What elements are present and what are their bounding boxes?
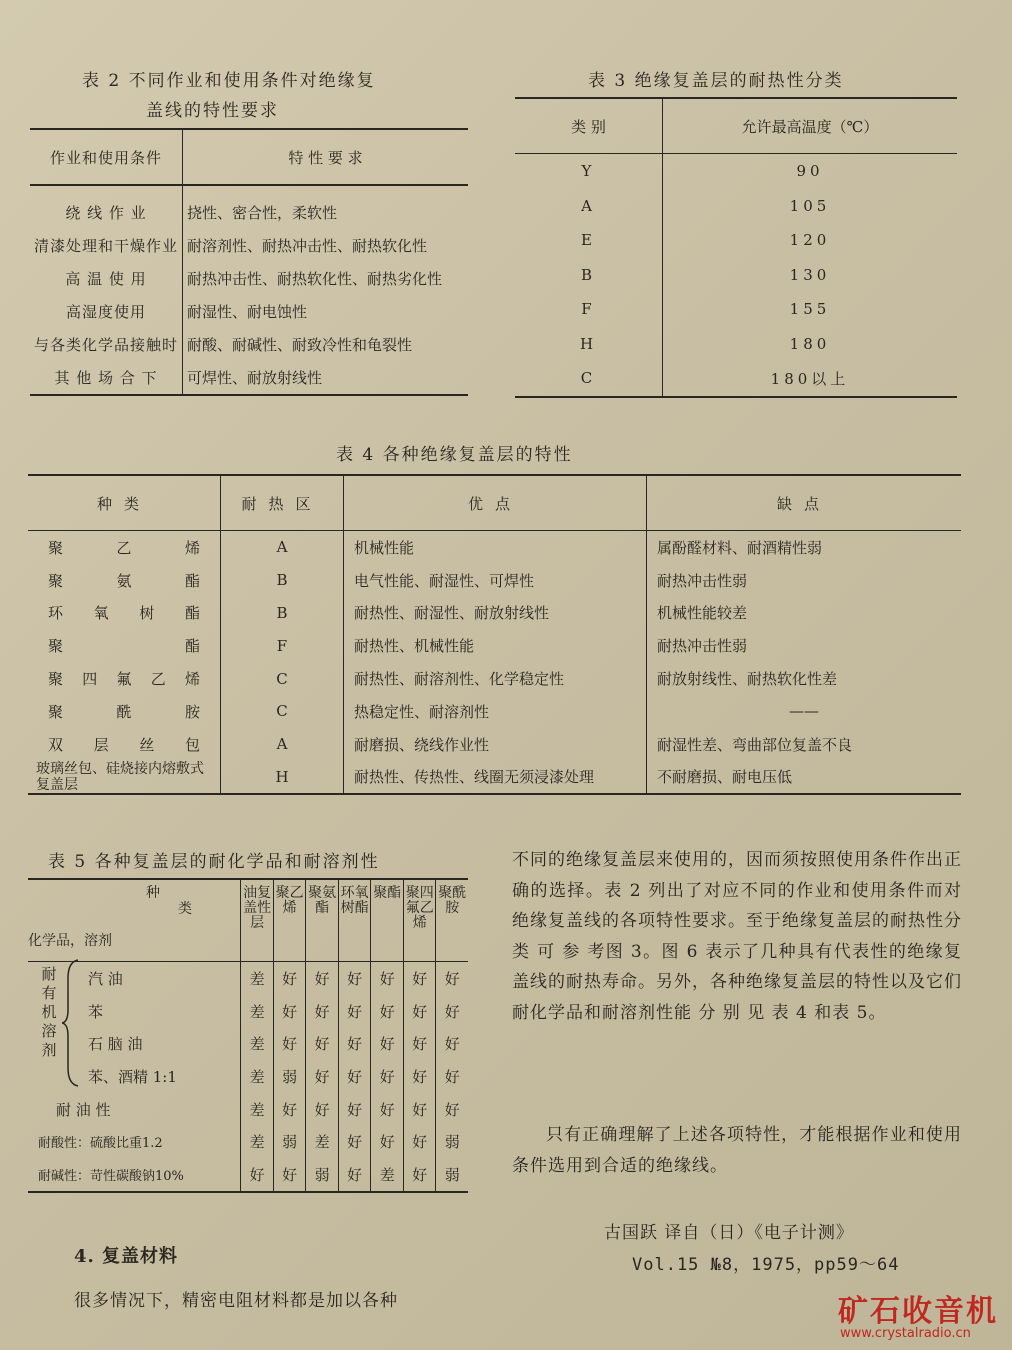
watermark-url: www.crystalradio.cn (840, 1326, 971, 1341)
table4-cons: 属酚醛材料、耐酒精性弱 (657, 538, 823, 557)
table5-cell: 好 (338, 1060, 371, 1093)
table-row (28, 662, 961, 695)
table4-zone: C (221, 662, 344, 695)
table-row (28, 1158, 468, 1192)
table5-cell: 差 (306, 1125, 339, 1158)
table-row (30, 229, 468, 262)
table5-cell: 差 (241, 962, 274, 995)
table4-pros: 耐热性、耐湿性、耐放射线性 (344, 597, 647, 630)
table-row (515, 223, 957, 258)
table5-cell: 好 (306, 995, 339, 1028)
table5-cell: 好 (306, 1093, 339, 1126)
table3-header-class: 类 别 (515, 98, 663, 154)
table5-row-label: 苯 (28, 995, 241, 1028)
table5-row-label: 苯、酒精 1:1 (28, 1060, 241, 1093)
table4-header-cons: 缺点 (647, 475, 962, 531)
table4-type: 聚酯 (28, 629, 221, 662)
table3-temp: 180 (789, 334, 831, 353)
table5-row-label: 耐碱性：苛性碳酸钠10% (28, 1158, 241, 1192)
table2-requirement: 耐湿性、耐电蚀性 (187, 303, 308, 321)
table-row (515, 327, 957, 362)
table5-row-label: 耐 油 性 (28, 1093, 241, 1126)
section-heading: 4. 复盖材料 (74, 1246, 179, 1267)
table4-pros: 热稳定性、耐溶剂性 (344, 695, 647, 728)
table5-cell: 好 (273, 1027, 306, 1060)
table-row (30, 361, 468, 395)
table5-col-header: 聚四氟乙烯 (403, 879, 436, 962)
table5-col-header: 油复盖性层 (241, 879, 274, 962)
table2-condition: 绕 线 作 业 (30, 185, 183, 229)
table4 (28, 474, 961, 795)
table4-cons: 耐放射线性、耐热软化性差 (657, 670, 838, 689)
table4-type: 双层丝包 (28, 728, 221, 761)
table5-cell: 好 (338, 1027, 371, 1060)
table4-pros: 耐热性、机械性能 (344, 629, 647, 662)
table5-corner-top: 种 (146, 885, 160, 901)
table4-type: 聚四氟乙烯 (28, 662, 221, 695)
table-row (30, 295, 468, 328)
table5 (28, 878, 468, 1193)
table5-group-label: 耐有机溶剂 (41, 965, 57, 1059)
table4-zone: F (221, 629, 344, 662)
table4-pros: 耐热性、耐溶剂性、化学稳定性 (344, 662, 647, 695)
table5-col-header: 聚酰胺 (436, 879, 468, 962)
table4-type: 聚乙烯 (28, 531, 221, 564)
table5-col-header: 聚酯 (371, 879, 404, 962)
table4-cons: 耐热冲击性弱 (657, 571, 748, 590)
table3-class: C (515, 361, 663, 397)
table5-corner (28, 879, 241, 962)
table2-requirement: 耐酸、耐碱性、耐致冷性和龟裂性 (187, 336, 413, 354)
table4-zone: B (221, 597, 344, 630)
table4-zone: H (221, 761, 344, 795)
table5-cell: 好 (403, 1125, 436, 1158)
table5-cell: 好 (273, 995, 306, 1028)
table3-class: B (515, 258, 663, 293)
table2-condition: 其 他 场 合 下 (30, 361, 183, 395)
table5-cell: 好 (444, 1002, 460, 1021)
table5-cell: 好 (241, 1158, 274, 1192)
table5-row-label: 汽 油 (28, 962, 241, 995)
table2-condition: 高湿度使用 (30, 295, 183, 328)
table5-cell: 好 (444, 1067, 460, 1086)
table4-pros: 耐热性、传热性、线圈无须浸漆处理 (344, 761, 647, 795)
table3-header-temp: 允许最高温度（℃） (663, 98, 958, 154)
table-row (28, 564, 961, 597)
table5-cell: 差 (241, 1060, 274, 1093)
table5-cell: 差 (241, 1125, 274, 1158)
table-row (515, 154, 957, 189)
table-row (28, 1060, 468, 1093)
table2-caption-line1: 表 2 不同作业和使用条件对绝缘复 (82, 71, 376, 91)
table4-pros: 耐磨损、绕线作业性 (344, 728, 647, 761)
table5-cell: 好 (403, 995, 436, 1028)
table4-zone: B (221, 564, 344, 597)
table3-class: F (515, 292, 663, 327)
table4-cons: 耐热冲击性弱 (657, 637, 748, 656)
table4-header-zone: 耐热区 (221, 475, 344, 531)
table5-col-header: 环氧树酯 (338, 879, 371, 962)
table5-row-label: 石 脑 油 (28, 1027, 241, 1060)
table5-cell: 好 (403, 1158, 436, 1192)
table5-cell: 弱 (273, 1060, 306, 1093)
table4-pros: 机械性能 (344, 531, 647, 564)
table-row (28, 1027, 468, 1060)
table5-caption: 表 5 各种复盖层的耐化学品和耐溶剂性 (48, 852, 380, 872)
table5-cell: 好 (338, 1093, 371, 1126)
table-row (28, 1125, 468, 1158)
table5-brace (62, 958, 82, 1088)
table-row (28, 1093, 468, 1126)
table2-condition: 高 温 使 用 (30, 262, 183, 295)
table4-zone: A (221, 531, 344, 564)
table5-header-row (28, 879, 468, 962)
table5-cell: 好 (371, 995, 404, 1028)
table4-header-type: 种类 (28, 475, 221, 531)
table5-cell: 好 (403, 1093, 436, 1126)
table5-corner-bottom: 化学品，溶剂 (28, 933, 112, 949)
table3-temp: 180以上 (663, 361, 958, 397)
table5-cell: 弱 (436, 1158, 468, 1192)
table5-cell: 差 (241, 1027, 274, 1060)
table3-class: A (515, 189, 663, 224)
table5-cell: 好 (371, 1060, 404, 1093)
table-row (30, 262, 468, 295)
table5-cell: 好 (306, 1060, 339, 1093)
table-row (30, 185, 468, 229)
table4-pros: 电气性能、耐湿性、可焊性 (344, 564, 647, 597)
table5-cell: 好 (273, 1158, 306, 1192)
table5-cell: 好 (338, 1158, 371, 1192)
table3-temp: 105 (789, 196, 831, 215)
table5-cell: 好 (371, 962, 404, 995)
table-row (28, 629, 961, 662)
table3 (515, 97, 957, 398)
table5-cell: 好 (371, 1027, 404, 1060)
table5-cell: 好 (444, 1035, 460, 1054)
table5-col-header: 聚乙烯 (273, 879, 306, 962)
table-row (28, 597, 961, 630)
table3-class: E (515, 223, 663, 258)
table2-condition: 清漆处理和干燥作业 (30, 229, 183, 262)
table4-zone: C (221, 695, 344, 728)
table2-header-requirements: 特 性 要 求 (183, 129, 468, 185)
body-paragraph-2: 只有正确理解了上述各项特性，才能根据作业和使用条件选用到合适的绝缘线。 (512, 1125, 962, 1176)
table5-cell: 弱 (444, 1133, 460, 1152)
table3-class: Y (515, 154, 663, 189)
table5-cell: 好 (338, 995, 371, 1028)
table5-cell: 好 (306, 962, 339, 995)
table5-cell: 弱 (306, 1158, 339, 1192)
table5-cell: 好 (371, 1125, 404, 1158)
table4-header-pros: 优点 (344, 475, 647, 531)
section-text: 很多情况下，精密电阻材料都是加以各种 (74, 1291, 398, 1311)
table-row (28, 531, 961, 564)
table5-cell: 差 (241, 995, 274, 1028)
table3-temp: 120 (789, 231, 831, 250)
table4-type: 聚酰胺 (28, 695, 221, 728)
table3-temp: 130 (789, 265, 831, 284)
table5-cell: 好 (444, 969, 460, 988)
table2-requirement: 可焊性、耐放射线性 (183, 361, 468, 395)
table2-requirement: 耐溶剂性、耐热冲击性、耐热软化性 (187, 237, 428, 255)
table4-cons: —— (789, 702, 819, 721)
table5-cell: 弱 (273, 1125, 306, 1158)
watermark-title: 矿石收音机 (838, 1294, 998, 1329)
table5-cell: 好 (371, 1093, 404, 1126)
table4-type: 环氧树酯 (28, 597, 221, 630)
table3-caption: 表 3 绝缘复盖层的耐热性分类 (588, 71, 844, 91)
table5-cell: 好 (403, 962, 436, 995)
source-citation: Vol.15 №8，1975，pp59～64 (632, 1255, 900, 1275)
table-row (515, 258, 957, 293)
table5-cell: 差 (371, 1158, 404, 1192)
table5-cell: 好 (403, 1060, 436, 1093)
table2-requirement: 挠性、密合性，柔软性 (187, 204, 338, 222)
table-row (28, 761, 961, 795)
table2-caption-line2: 盖线的特性要求 (146, 101, 279, 121)
body-paragraph-1: 不同的绝缘复盖层来使用的，因而须按照使用条件作出正确的选择。表 2 列出了对应不同的作业和使用条件而对绝缘复盖线的各项特性要求。至于绝缘复盖层的耐热性分类 可 参 考图 3。图 6 表示了几种具有代表性的绝缘复盖线的耐热寿命。另外，各种绝缘复盖层的特性以及它们耐化学品和耐溶剂性能 分 别 见 表 4 和表 5。 (512, 850, 962, 1023)
table-row (28, 995, 468, 1028)
table3-temp: 155 (789, 300, 831, 319)
table5-cell: 好 (273, 1093, 306, 1126)
table5-cell: 好 (338, 1125, 371, 1158)
translator-credit: 古国跃 译自（日）《电子计测》 (604, 1223, 854, 1243)
table5-cell: 差 (241, 1093, 274, 1126)
table2 (30, 128, 468, 396)
table-row (515, 292, 957, 327)
table4-cons: 耐湿性差、弯曲部位复盖不良 (657, 735, 853, 754)
table5-cell: 好 (403, 1027, 436, 1060)
table-row (28, 728, 961, 761)
table5-col-header: 聚氨酯 (306, 879, 339, 962)
table3-temp: 90 (796, 162, 824, 181)
table-row (515, 361, 957, 397)
table4-zone: A (221, 728, 344, 761)
table4-type: 聚氨酯 (28, 564, 221, 597)
table5-row-label: 耐酸性：硫酸比重1.2 (28, 1125, 241, 1158)
table4-caption: 表 4 各种绝缘复盖层的特性 (336, 445, 573, 465)
table4-cons: 不耐磨损、耐电压低 (647, 761, 962, 795)
table2-header-conditions: 作业和使用条件 (30, 129, 183, 185)
table-row (28, 695, 961, 728)
table2-requirement: 耐热冲击性、耐热软化性、耐热劣化性 (187, 270, 443, 288)
table-row (30, 328, 468, 361)
table5-corner-mid: 类 (178, 901, 192, 917)
table-row (28, 962, 468, 995)
table5-cell: 好 (306, 1027, 339, 1060)
table5-cell: 好 (444, 1100, 460, 1119)
table3-class: H (515, 327, 663, 362)
table2-condition: 与各类化学品接触时 (30, 328, 183, 361)
table4-cons: 机械性能较差 (657, 604, 748, 623)
table-row (515, 189, 957, 224)
table4-type: 玻璃丝包、硅烧接内熔敷式复盖层 (28, 761, 221, 795)
table5-cell: 好 (273, 962, 306, 995)
table5-cell: 好 (338, 962, 371, 995)
